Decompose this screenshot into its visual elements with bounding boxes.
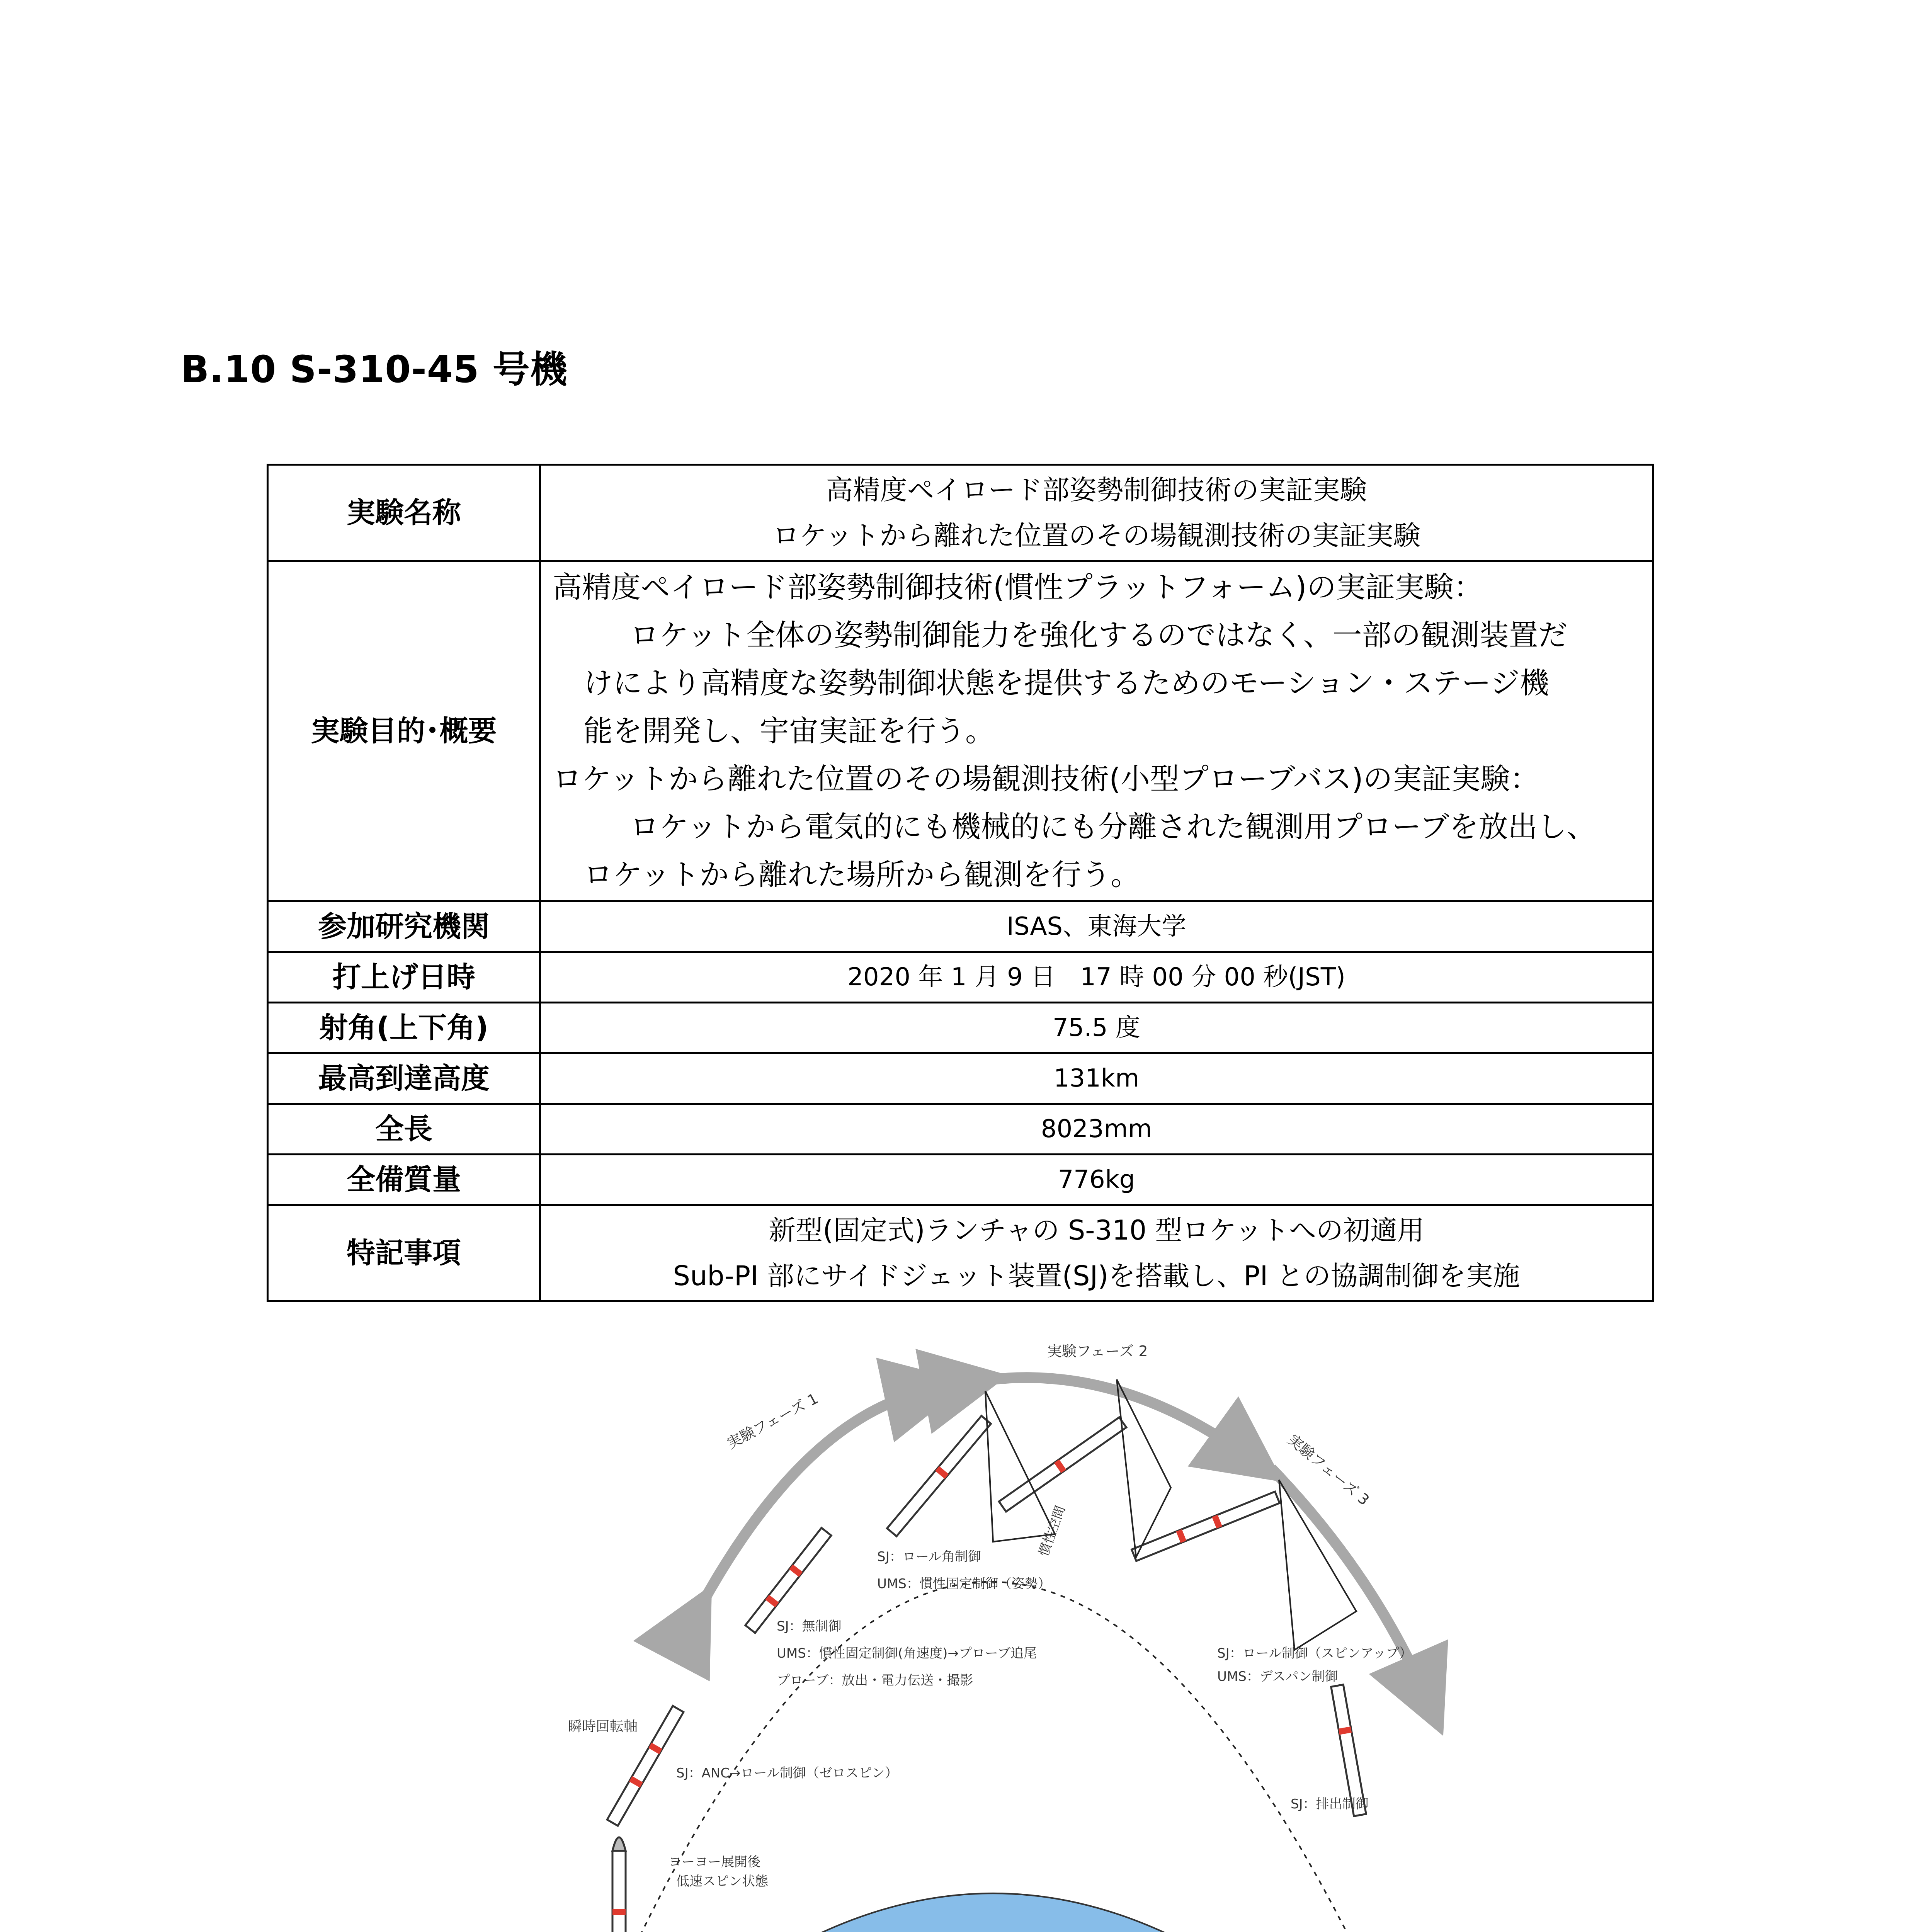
label-phase3: 実験フェーズ 3 bbox=[1284, 1431, 1373, 1509]
purpose-body-1-line-2: けにより高精度な姿勢制御状態を提供するためのモーション・ステージ機 bbox=[583, 666, 1549, 700]
label-ums-despun: UMS：デスパン制御 bbox=[1217, 1669, 1338, 1684]
table-row bbox=[268, 1104, 1653, 1155]
label-instant-rotation: 瞬時回転軸 bbox=[568, 1719, 638, 1735]
row-label-purpose: 実験目的･概要 bbox=[268, 561, 540, 901]
rocket-stage-5 bbox=[999, 1417, 1126, 1512]
purpose-body-2b bbox=[553, 851, 1640, 899]
purpose-title-2: ロケットから離れた位置のその場観測技術(小型プローブバス)の実証実験： bbox=[553, 762, 1539, 796]
experiment-name-line-2: ロケットから離れた位置のその場観測技術の実証実験 bbox=[772, 520, 1420, 551]
spec-table bbox=[267, 464, 1654, 1302]
observation-cone-1 bbox=[985, 1391, 1055, 1542]
purpose-body-2-line-2: ロケットから離れた場所から観測を行う。 bbox=[583, 857, 1140, 892]
mass-value: 776kg bbox=[540, 1155, 1653, 1205]
row-label-experiment-name: 実験名称 bbox=[268, 465, 540, 561]
purpose-body-2 bbox=[553, 803, 1640, 851]
rocket-launch bbox=[580, 1837, 668, 1932]
label-ums-attitude: UMS：慣性固定制御（姿勢） bbox=[877, 1576, 1051, 1592]
apogee-value: 131km bbox=[540, 1053, 1653, 1104]
label-inertial-space: 慣性空間 bbox=[1036, 1503, 1068, 1559]
elevation-value: 75.5 度 bbox=[540, 1003, 1653, 1053]
table-row bbox=[268, 1003, 1653, 1053]
row-label-launch-date: 打上げ日時 bbox=[268, 952, 540, 1003]
experiment-name-value bbox=[540, 465, 1653, 561]
label-ums-rate: UMS：慣性固定制御(角速度)→プローブ追尾 bbox=[777, 1646, 1037, 1661]
institutions-value: ISAS、東海大学 bbox=[540, 901, 1653, 952]
label-sj-spinup: SJ：ロール制御（スピンアップ） bbox=[1217, 1646, 1412, 1661]
phase3-arrow bbox=[1271, 1468, 1426, 1696]
table-row bbox=[268, 465, 1653, 561]
label-sj-roll-angle: SJ：ロール角制御 bbox=[877, 1549, 981, 1565]
rocket-stage-6 bbox=[1132, 1492, 1280, 1561]
label-phase1: 実験フェーズ 1 bbox=[724, 1389, 821, 1452]
table-row bbox=[268, 952, 1653, 1003]
label-probe: プローブ：放出・電力伝送・撮影 bbox=[777, 1673, 973, 1688]
row-label-institutions: 参加研究機関 bbox=[268, 901, 540, 952]
row-label-elevation: 射角(上下角) bbox=[268, 1003, 540, 1053]
rocket-stage-3 bbox=[745, 1528, 831, 1633]
label-sj-none: SJ：無制御 bbox=[777, 1619, 842, 1634]
row-label-notes: 特記事項 bbox=[268, 1205, 540, 1301]
purpose-body-1-line-1: ロケット全体の姿勢制御能力を強化するのではなく、一部の観測装置だ bbox=[630, 618, 1568, 652]
row-label-apogee: 最高到達高度 bbox=[268, 1053, 540, 1104]
purpose-value bbox=[540, 561, 1653, 901]
length-value: 8023mm bbox=[540, 1104, 1653, 1155]
observation-cone-3 bbox=[1279, 1480, 1356, 1650]
table-row bbox=[268, 561, 1653, 901]
purpose-body-2-line-1: ロケットから電気的にも機械的にも分離された観測用プローブを放出し、 bbox=[630, 810, 1596, 844]
row-label-length: 全長 bbox=[268, 1104, 540, 1155]
launch-date-value: 2020 年 1 月 9 日 17 時 00 分 00 秒(JST) bbox=[540, 952, 1653, 1003]
notes-line-1: 新型(固定式)ランチャの S-310 型ロケットへの初適用 bbox=[769, 1214, 1424, 1246]
purpose-body-1b bbox=[553, 659, 1640, 707]
purpose-title-1: 高精度ペイロード部姿勢制御技術(慣性プラットフォーム)の実証実験： bbox=[553, 570, 1483, 604]
label-sj-exhaust: SJ：排出制御 bbox=[1291, 1796, 1369, 1812]
earth-shape bbox=[684, 1893, 1302, 1932]
purpose-body-1 bbox=[553, 611, 1640, 659]
row-label-mass: 全備質量 bbox=[268, 1155, 540, 1205]
section-heading: B.10 S-310-45 号機 bbox=[181, 348, 568, 391]
purpose-body-1-line-3: 能を開発し、宇宙実証を行う。 bbox=[583, 714, 995, 748]
phase2-arrow bbox=[966, 1378, 1248, 1457]
rocket-stage-4 bbox=[887, 1416, 991, 1536]
table-row bbox=[268, 1053, 1653, 1104]
flight-sequence-diagram bbox=[452, 1341, 1488, 1932]
purpose-body-1c bbox=[553, 707, 1640, 755]
table-row bbox=[268, 901, 1653, 952]
experiment-name-line-1: 高精度ペイロード部姿勢制御技術の実証実験 bbox=[826, 474, 1367, 506]
table-row bbox=[268, 1205, 1653, 1301]
notes-line-2: Sub-PI 部にサイドジェット装置(SJ)を搭載し、PI との協調制御を実施 bbox=[673, 1260, 1520, 1292]
label-yoyo-1: ヨーヨー展開後 bbox=[668, 1854, 760, 1870]
table-row bbox=[268, 1155, 1653, 1205]
label-phase2: 実験フェーズ 2 bbox=[1047, 1343, 1148, 1360]
label-yoyo-2: 低速スピン状態 bbox=[676, 1874, 768, 1889]
notes-value bbox=[540, 1205, 1653, 1301]
label-sj-anc: SJ：ANC→ロール制御（ゼロスピン） bbox=[676, 1765, 898, 1781]
